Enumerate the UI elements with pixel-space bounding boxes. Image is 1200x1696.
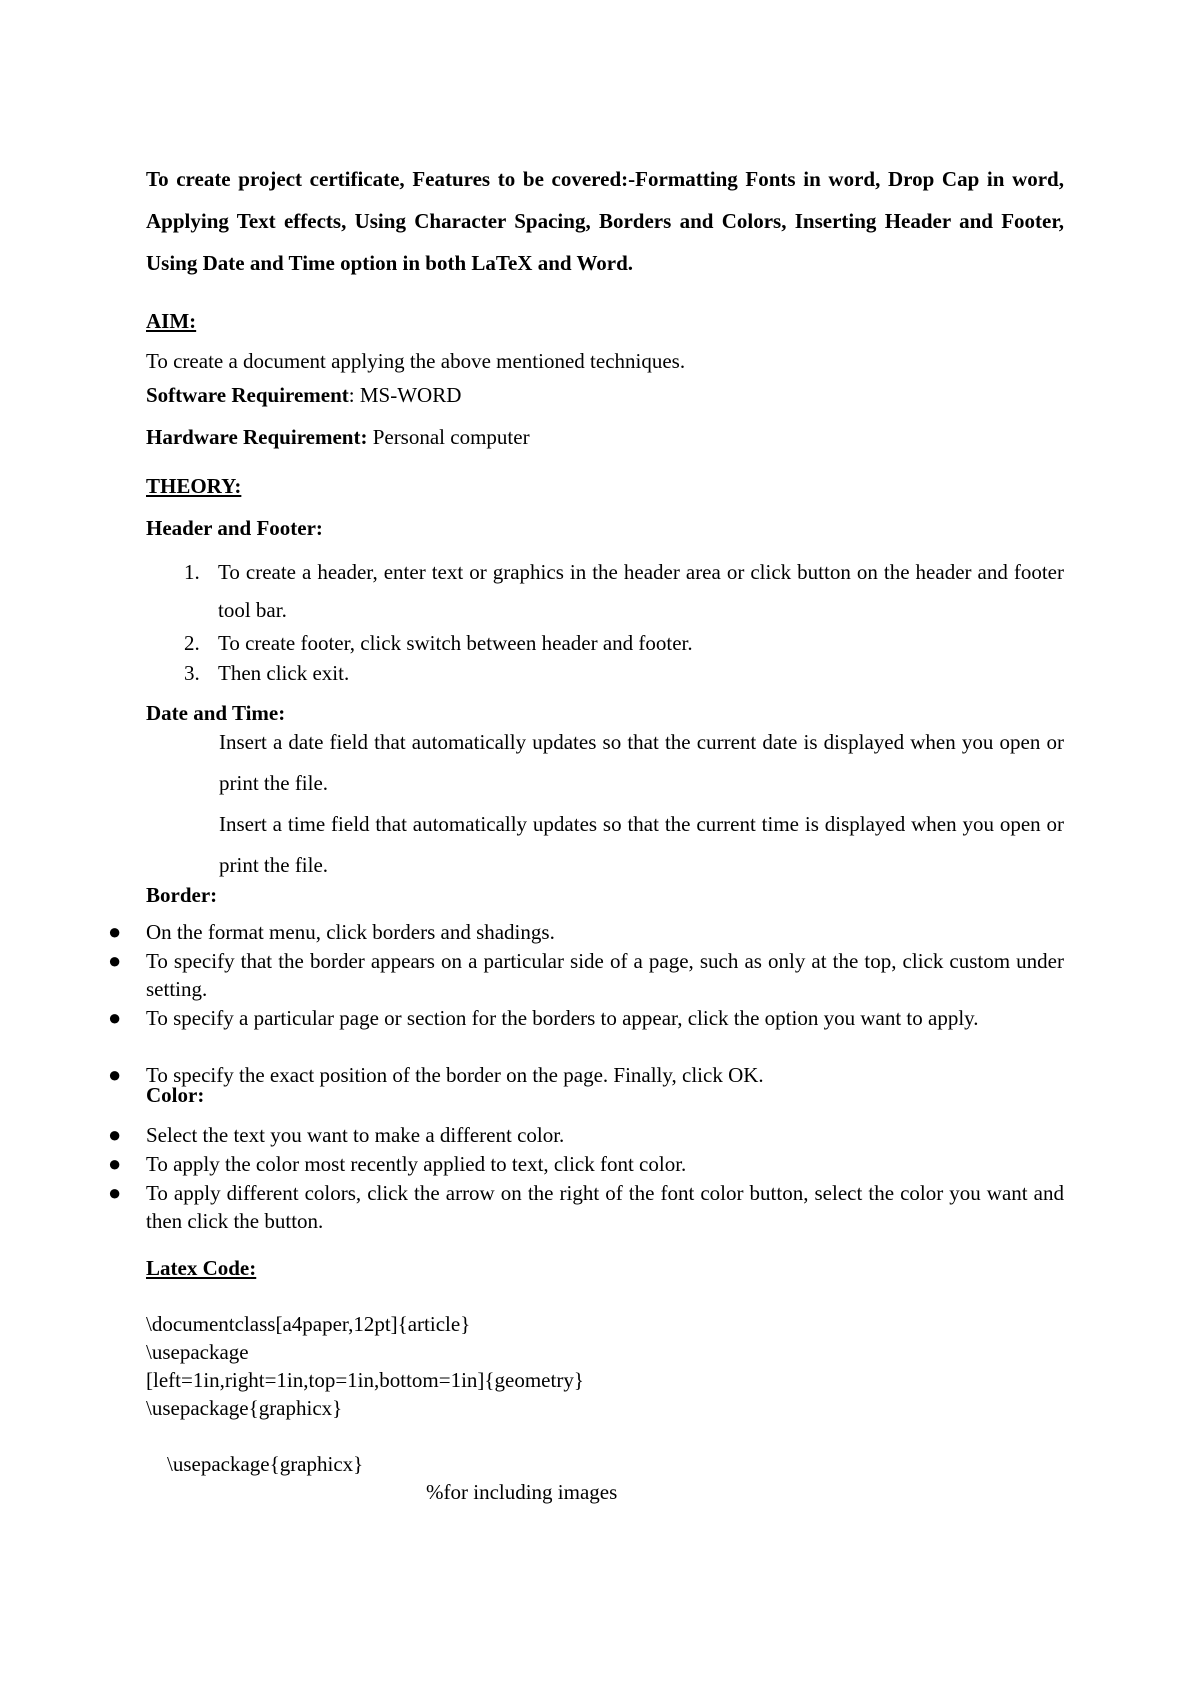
list-item — [108, 1150, 1064, 1178]
bullet-icon: ● — [108, 1005, 122, 1030]
list-item-number: 2. — [184, 631, 200, 655]
list-item — [184, 629, 1064, 657]
code-line: \usepackage{graphicx} — [167, 1452, 364, 1476]
time-field-paragraph: Insert a time field that automatically updates so that the current time is displayed when you open or print the file. — [219, 812, 1064, 877]
list-item — [108, 1179, 1064, 1235]
date-time-heading: Date and Time: — [146, 701, 286, 725]
list-item-text: To apply different colors, click the arrow on the right of the font color button, select the color you want and then click the button. — [146, 1181, 1064, 1233]
code-line-with-comment — [146, 1422, 1064, 1534]
list-item-text: To apply the color most recently applied to text, click font color. — [146, 1152, 687, 1176]
header-footer-heading: Header and Footer: — [146, 516, 323, 540]
list-item — [108, 947, 1064, 1003]
bullet-icon: ● — [108, 948, 122, 973]
code-line: [left=1in,right=1in,top=1in,bottom=1in]{geometry} — [146, 1368, 584, 1392]
bullet-icon: ● — [108, 1062, 122, 1087]
list-item-text: To specify a particular page or section for the borders to appear, click the option you want to apply. — [146, 1006, 979, 1030]
document-title: To create project certificate, Features to be covered:-Formatting Fonts in word, Drop Cap in word, Applying Text effects, Using Character Spacing, Borders and Colors, Inserting Header and Footer, Using Date and Time option in both LaTeX and Word. — [146, 167, 1064, 275]
bullet-icon: ● — [108, 1180, 122, 1205]
date-field-paragraph: Insert a date field that automatically updates so that the current date is displayed when you open or print the file. — [219, 730, 1064, 795]
list-item-text: To specify the exact position of the border on the page. Finally, click OK. — [146, 1063, 764, 1087]
bullet-icon: ● — [108, 1151, 122, 1176]
software-requirement — [146, 382, 1064, 408]
bullet-icon: ● — [108, 1122, 122, 1147]
border-heading: Border: — [146, 883, 218, 907]
list-item-text: To create a header, enter text or graphics in the header area or click button on the header and footer tool bar. — [218, 560, 1064, 622]
code-line: \documentclass[a4paper,12pt]{article} — [146, 1312, 471, 1336]
list-item-text: On the format menu, click borders and shadings. — [146, 920, 555, 944]
aim-text: To create a document applying the above mentioned techniques. — [146, 349, 686, 373]
list-item-text: Select the text you want to make a different color. — [146, 1123, 565, 1147]
aim-heading: AIM: — [146, 309, 197, 333]
code-comment: %for including images — [426, 1480, 618, 1504]
software-requirement-label: Software Requirement — [146, 383, 349, 407]
list-item-number: 3. — [184, 661, 200, 685]
code-line: \usepackage — [146, 1340, 249, 1364]
bullet-icon: ● — [108, 919, 122, 944]
hardware-requirement-value: Personal computer — [367, 425, 530, 449]
latex-code-heading: Latex Code: — [146, 1256, 257, 1280]
list-item — [184, 659, 1064, 687]
code-line: \usepackage{graphicx} — [146, 1396, 343, 1420]
list-item-text: Then click exit. — [218, 661, 350, 685]
hardware-requirement — [146, 424, 1064, 450]
list-item — [108, 1004, 1064, 1032]
list-item-text: To create footer, click switch between header and footer. — [218, 631, 693, 655]
list-item — [108, 918, 1064, 946]
list-item — [184, 553, 1064, 629]
list-item-text: To specify that the border appears on a particular side of a page, such as only at the top, click custom under setting. — [146, 949, 1064, 1001]
color-heading: Color: — [146, 1083, 205, 1107]
list-item — [108, 1121, 1064, 1149]
theory-heading: THEORY: — [146, 474, 242, 498]
hardware-requirement-label: Hardware Requirement: — [146, 425, 368, 449]
list-item-number: 1. — [184, 560, 200, 584]
software-requirement-value: : MS-WORD — [348, 383, 462, 407]
